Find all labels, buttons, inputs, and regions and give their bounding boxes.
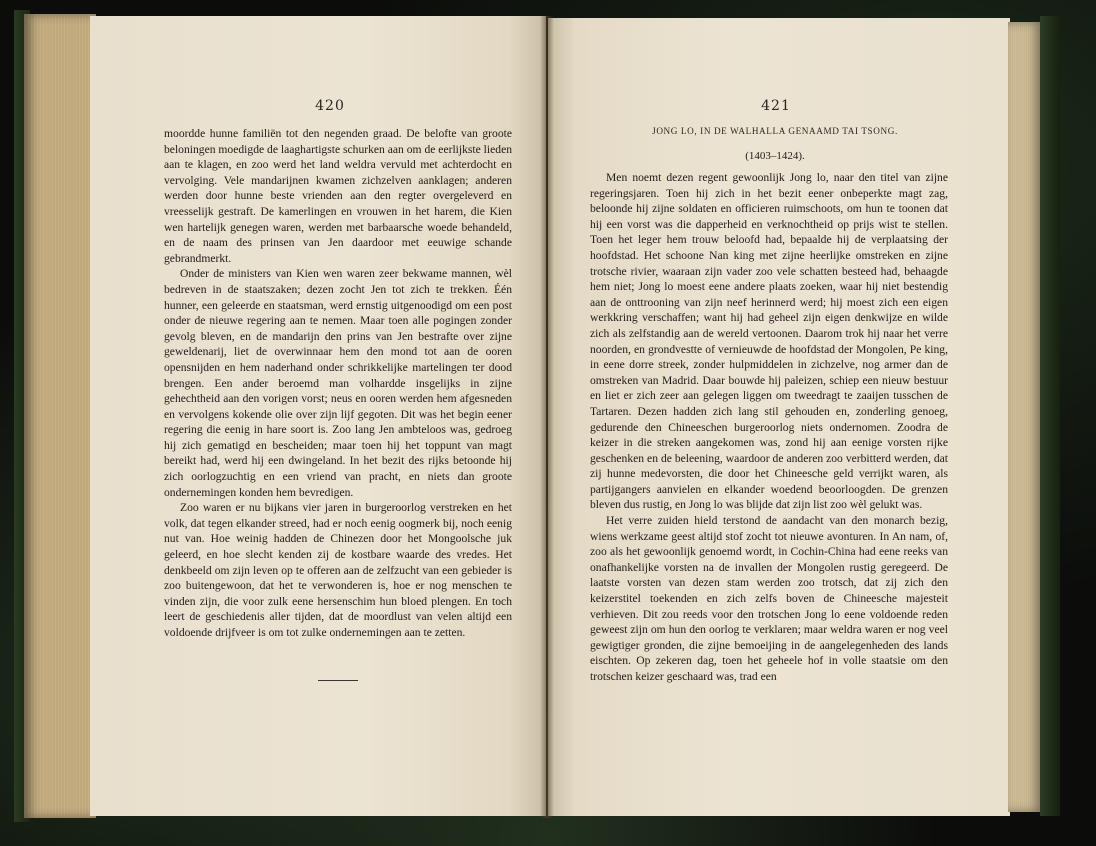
right-paragraph-2: Het verre zuiden hield terstond de aandacht van den monarch bezig, wiens werkzame geest altijd stof zocht tot nieuwe avonturen. In An nam, of, zoo als het gewoonlijk genoemd wordt, in Cochin-China had eene reeks van onafhankelijke vorsten na de invallen der Mongolen rustig geregeerd. De laatste vorsten van dezen stam werden zoo trotsch, dat zij zich den keizerstitel toekenden en zich zelfs boven de Chineesche majesteit verhieven. Dit zou reeds voor den trotschen Jong lo eene voldoende reden geweest zijn om hun den oorlog te verklaren; maar weldra waren er nog veel gewigtiger gronden, die zijne bemoeijing in de aangelegenheden des lands eischten. Op zekeren dag, toen het geheele hof in volle staatsie om den trotschen keizer geschaard was, trad een xyxy=(590,514,948,683)
right-page-text xyxy=(590,170,948,685)
end-rule xyxy=(318,680,358,681)
reign-years: (1403–1424). xyxy=(745,150,805,162)
left-paragraph-1: moordde hunne familiën tot den negenden graad. De belofte van groote beloningen moedigde de laaghartigste schurken aan om de eerlijkste lieden aan te klagen, en zoo werd het land weldra vervuld met achterdocht en vervolging. Vele mandarijnen kwamen zichzelven aanklagen; anderen werden door hunne beste vrienden aan den regter overgeleverd en vreesselijk gestraft. De kamerlingen en vrouwen in het harem, die Kien wen hartelijk genegen waren, werden met barbaarsche woede behandeld, en de naam des prinsen van Jen daardoor met eeuwige schande gebrandmerkt. xyxy=(164,127,513,265)
right-cover xyxy=(1040,16,1060,816)
left-paragraph-2: Onder de ministers van Kien wen waren zeer bekwame mannen, wèl bedreven in de staatszaken; dezen zocht Jen tot zich te trekken. Één hunner, een geleerde en staatsman, werd ernstig uitgenoodigd om een post onder de nieuwe regering aan te nemen. Maar toen alle pogingen zonder gevolg bleven, en de mandarijn den prins van Jen bestrafte over zijne geweldenarij, liet de overwinnaar hem den mond tot aan de ooren opensnijden en hem naderhand onder schrikkelijke martelingen ter dood brengen. Een ander beroemd man volhardde insgelijks in zijne gehechtheid aan den vorigen vorst; neus en ooren werden hem afgesneden en vervolgens kokende olie over zijn lijf gegoten. Dit was het begin eener regering die eenig in hare soort is. Zoo lang Jen ambteloos was, gedroeg hij zich gematigd en bescheiden; maar toen hij het toppunt van magt bereikt had, werd hij een dwingeland. In het bezit des rijks betoonde hij zich oorlogzuchtig en een vriend van pracht, en niets dan groote ondernemingen konden hem bevredigen. xyxy=(164,267,512,499)
right-page-edges xyxy=(1008,22,1042,812)
left-page-number: 420 xyxy=(315,98,345,114)
left-paragraph-3: Zoo waren er nu bijkans vier jaren in burgeroorlog verstreken en het volk, dat tegen elkander streed, had er noch eenig oogmerk bij, noch eenig nut van. Hoe weinig hadden de Chinezen door het Mongoolsche juk geleerd, en hoe slecht kenden zij de kostbare waarde des vredes. Het denkbeeld om zijn leven op te offeren aan de zelfzucht van een gebieder is zoo buitengewoon, dat het te verwonderen is, hoe er nog menschen te vinden zijn, die voor zulk eene hersenschim hun bloed plengen. En toch leert de geschiedenis aller tijden, dat de moordlust van velen altijd een voldoende drijfveer is om tot zulke ondernemingen aan te zetten. xyxy=(164,501,512,639)
right-page-number: 421 xyxy=(761,98,791,114)
book-gutter xyxy=(540,16,554,818)
chapter-heading: JONG LO, IN DE WALHALLA GENAAMD TAI TSONG. xyxy=(652,126,898,136)
left-page-edges xyxy=(24,14,96,818)
right-paragraph-1: Men noemt dezen regent gewoonlijk Jong lo, naar den titel van zijne regeringsjaren. Toen hij zich in het bezit eener onbeperkte magt zag, beloonde hij zijne soldaten en officieren ruimschoots, om hun te toonen dat hij een vorst was die dapperheid en verknochtheid op prijs wist te stellen. Toen het leger hem trouw beloofd had, bepaalde hij de verplaatsing der hoofdstad. Het schoone Nan king met zijne heerlijke omstreken en zijne trotsche rivier, waaraan zijn vader zoo vele schatten besteed had, behaagde hem niet; Jong lo moest eene andere plaats zoeken, waar hij niet bestendig aan de onttrooning van zijn neef herinnerd werd; hij moest zich een eigen werkkring verschaffen; want hij had geheel zijn eigen denkwijze en wilde zich als zelfstandig aan de wereld vertoonen. Daarom trok hij naar het verre noorden, en grondvestte of vernieuwde de hoofdstad der Mongolen, Pe king, in eene dorre streek, zonder hulpmiddelen in zichzelve, nog armer dan de omstreken van Madrid. Daar bouwde hij paleizen, schiep een nieuw bestuur en liet er zich zeer aan gelegen liggen om tweedragt te zaaijen tusschen de Tartaren. Dezen hadden zich lang stil gehouden en, zonderling genoeg, gedurende den Chineeschen burgeroorlog niets ondernomen. Zoodra de keizer in die streken aangekomen was, zond hij aan eenige vorsten rijke geschenken en de beleening, waardoor de anderen zoo verbitterd werden, dat zij hunne medevorsten, die door het Chineesche geld verrijkt waren, als partijgangers aanvielen en elkander woedend beoorloogden. De grenzen bleven dus rustig, en Jong lo was blijde dat zijn list zoo wèl gelukt was. xyxy=(590,171,948,512)
left-page-text xyxy=(164,126,512,641)
